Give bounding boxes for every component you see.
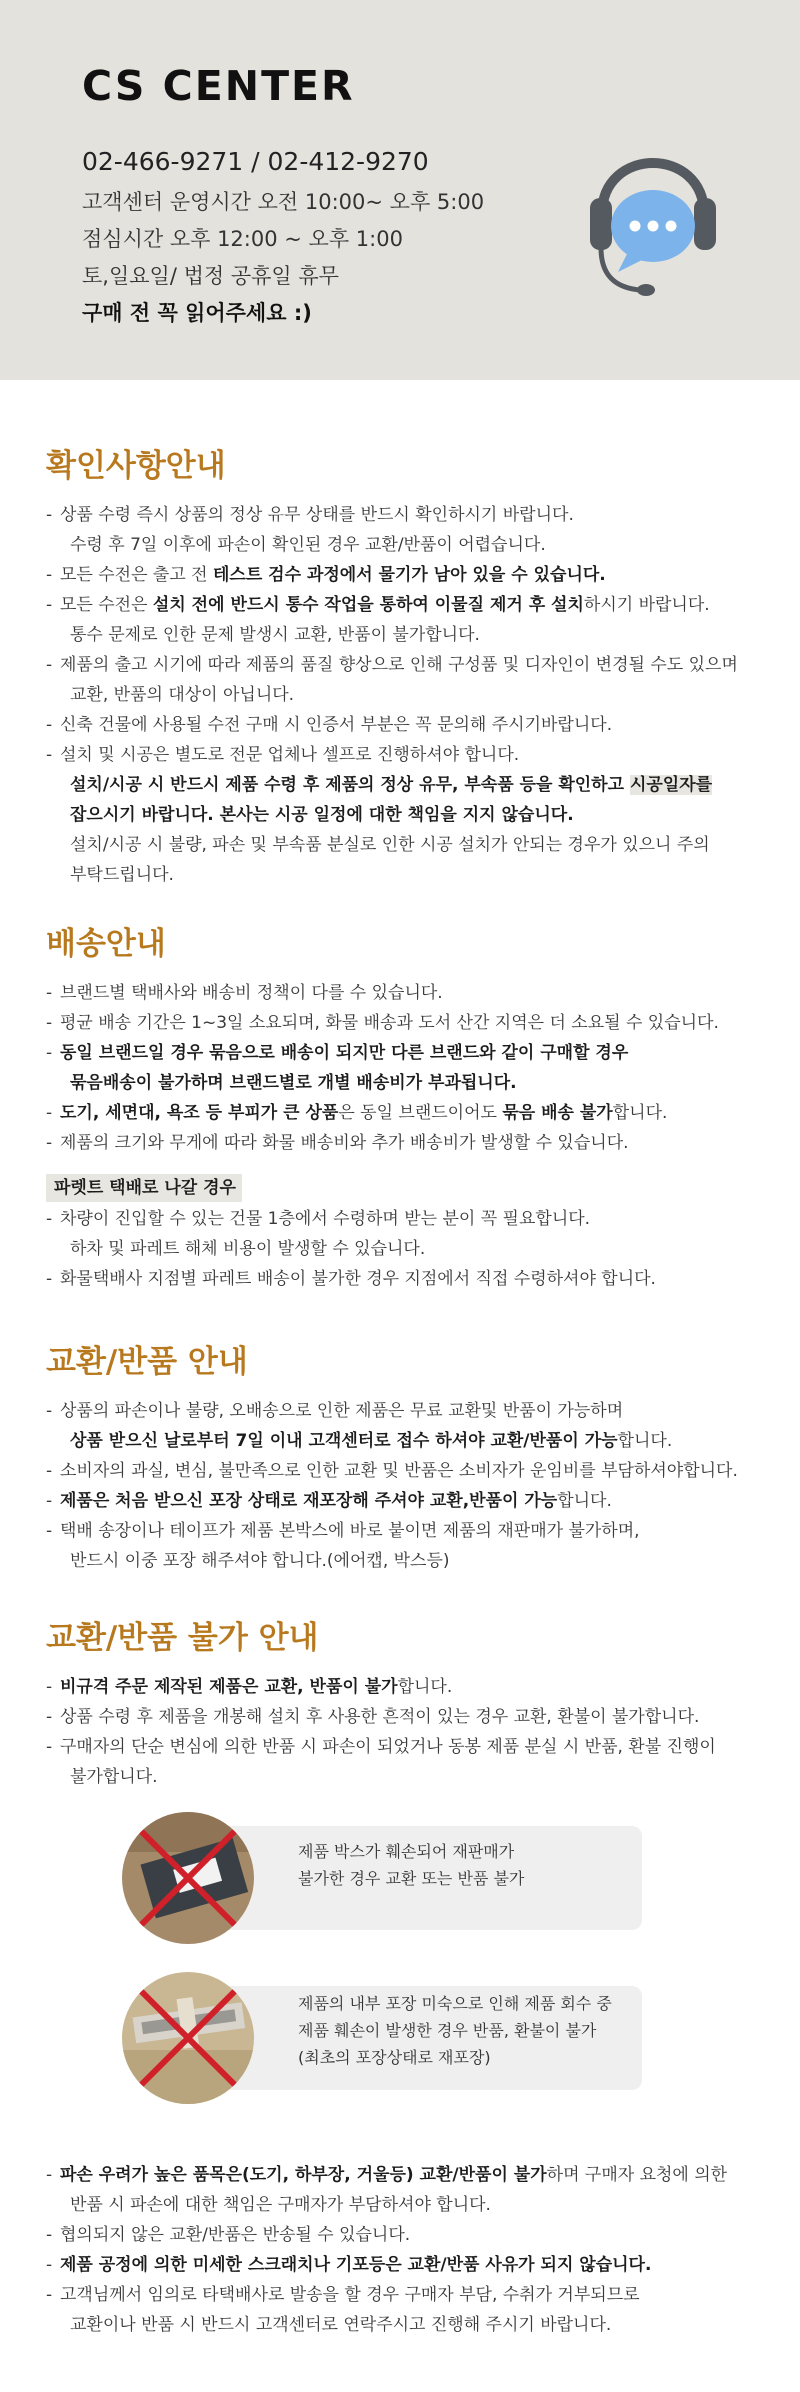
list-text: 협의되지 않은 교환/반품은 반송될 수 있습니다.: [60, 2225, 411, 2245]
list-item-continuation: [46, 530, 766, 560]
list-text: 합니다.: [557, 1491, 612, 1511]
list-item: [46, 560, 766, 590]
list-text: 설치 및 시공은 별도로 전문 업체나 셀프로 진행하셔야 합니다.: [60, 745, 520, 765]
emphasis-text: 동일 브랜드일 경우 묶음으로 배송이 되지만 다른 브랜드와 같이 구매할 경우: [60, 1043, 629, 1063]
list-item: [46, 1128, 766, 1158]
card-line: 제품의 내부 포장 미숙으로 인해 제품 회수 중: [298, 1994, 612, 2013]
list-item: [46, 1672, 766, 1702]
list-item: [46, 710, 766, 740]
list-text: 수령 후 7일 이후에 파손이 확인된 경우 교환/반품이 어렵습니다.: [70, 535, 546, 555]
no-exchange-section: [46, 1616, 766, 1792]
emphasis-text: 제품은 처음 받으신 포장 상태로 재포장해 주셔야 교환,반품이 가능: [60, 1491, 558, 1511]
list-item: [46, 650, 766, 680]
list-item: [46, 500, 766, 530]
list-item: [46, 978, 766, 1008]
list-text: 차량이 진입할 수 있는 건물 1층에서 수령하며 받는 분이 꼭 필요합니다.: [60, 1209, 591, 1229]
list-text: 평균 배송 기간은 1~3일 소요되며, 화물 배송과 도서 산간 지역은 더 소요될 수 있습니다.: [60, 1013, 719, 1033]
list-item: [46, 1008, 766, 1038]
list-item-continuation: [46, 800, 766, 830]
list-text: 교환, 반품의 대상이 아닙니다.: [70, 685, 295, 705]
list-item-continuation: [46, 1234, 766, 1264]
list-item-continuation: [46, 860, 766, 890]
lunch-hours: 점심시간 오후 12:00 ~ 오후 1:00: [82, 227, 403, 251]
exchange-section: [46, 1340, 766, 1576]
list-text: 제품의 크기와 무게에 따라 화물 배송비와 추가 배송비가 발생할 수 있습니다.: [60, 1133, 629, 1153]
card-line: 제품 박스가 훼손되어 재판매가: [298, 1842, 515, 1861]
list-text: 반품 시 파손에 대한 책임은 구매자가 부담하셔야 합니다.: [70, 2195, 491, 2215]
damaged-box-card: [122, 1812, 642, 1944]
exchange-title: 교환/반품 안내: [46, 1344, 248, 1380]
no-exchange-list: [46, 1672, 766, 1792]
check-section: [46, 444, 766, 890]
poor-packaging-text: [218, 1986, 642, 2090]
no-exchange-extra-list: [46, 2160, 766, 2340]
card-line: 불가한 경우 교환 또는 반품 불가: [298, 1869, 525, 1888]
list-text: 합니다.: [617, 1431, 673, 1451]
damaged-box-photo: [122, 1812, 254, 1944]
list-text: 모든 수전은 출고 전: [60, 565, 213, 585]
list-item: [46, 1396, 766, 1426]
operating-hours: 고객센터 운영시간 오전 10:00~ 오후 5:00: [82, 190, 485, 214]
list-text: 반드시 이중 포장 해주셔야 합니다.(에어캡, 박스등): [70, 1551, 450, 1571]
emphasis-text: 잡으시기 바랍니다. 본사는 시공 일정에 대한 책임을 지지 않습니다.: [70, 805, 574, 825]
emphasis-text: 묶음 배송 불가: [502, 1103, 613, 1123]
list-item-continuation: [46, 830, 766, 860]
pallet-heading: 파렛트 택배로 나갈 경우: [46, 1174, 242, 1202]
no-exchange-title: 교환/반품 불가 안내: [46, 1620, 319, 1656]
cs-center-title: CS CENTER: [82, 62, 355, 110]
list-item-continuation: [46, 680, 766, 710]
delivery-list: [46, 978, 766, 1158]
list-text: 하며 구매자 요청에 의한: [546, 2165, 728, 2185]
list-text: 설치/시공 시 불량, 파손 및 부속품 분실로 인한 시공 설치가 안되는 경우가 있으니 주의: [70, 835, 710, 855]
list-text: 교환이나 반품 시 반드시 고객센터로 연락주시고 진행해 주시기 바랍니다.: [70, 2315, 612, 2335]
no-exchange-extra-section: [46, 2160, 766, 2340]
list-item-continuation: [46, 1426, 766, 1456]
list-item: [46, 2160, 766, 2190]
emphasis-text: 설치/시공 시 반드시 제품 수령 후 제품의 정상 유무, 부속품 등을 확인하고: [70, 775, 630, 795]
poor-packaging-photo: [122, 1972, 254, 2104]
list-text: 통수 문제로 인한 문제 발생시 교환, 반품이 불가합니다.: [70, 625, 480, 645]
list-text: 은 동일 브랜드이어도: [338, 1103, 503, 1123]
card-line: 제품 훼손이 발생한 경우 반품, 환불이 불가: [298, 2021, 597, 2040]
delivery-title: 배송안내: [46, 926, 166, 962]
list-text: 고객님께서 임의로 타택배사로 발송을 할 경우 구매자 부담, 수취가 거부되므로: [60, 2285, 640, 2305]
read-before-purchase: 구매 전 꼭 읽어주세요 :): [82, 301, 312, 325]
list-item: [46, 1702, 766, 1732]
list-text: 모든 수전은: [60, 595, 153, 615]
cs-contact-block: [82, 144, 642, 332]
emphasis-text: 비규격 주문 제작된 제품은 교환, 반품이 불가: [60, 1677, 398, 1697]
list-item: [46, 2280, 766, 2310]
list-item-continuation: [46, 2310, 766, 2340]
list-item-continuation: [46, 770, 766, 800]
list-text: 화물택배사 지점별 파레트 배송이 불가한 경우 지점에서 직접 수령하셔야 합니다.: [60, 1269, 656, 1289]
emphasis-text: 제품 공정에 의한 미세한 스크래치나 기포등은 교환/반품 사유가 되지 않습니다.: [60, 2255, 652, 2275]
list-item-continuation: [46, 1546, 766, 1576]
list-text: 하차 및 파레트 해체 비용이 발생할 수 있습니다.: [70, 1239, 426, 1259]
list-item-continuation: [46, 1068, 766, 1098]
exchange-list: [46, 1396, 766, 1576]
list-text: 신축 건물에 사용될 수전 구매 시 인증서 부분은 꼭 문의해 주시기바랍니다.: [60, 715, 613, 735]
cs-center-header: [0, 0, 800, 380]
list-item-continuation: [46, 2190, 766, 2220]
list-text: 브랜드별 택배사와 배송비 정책이 다를 수 있습니다.: [60, 983, 443, 1003]
emphasis-text: 파손 우려가 높은 품목은(도기, 하부장, 거울등) 교환/반품이 불가: [60, 2165, 547, 2185]
emphasis-text: 테스트 검수 과정에서 물기가 남아 있을 수 있습니다.: [213, 565, 606, 585]
list-item-continuation: [46, 620, 766, 650]
list-text: 합니다.: [612, 1103, 668, 1123]
list-item: [46, 1038, 766, 1068]
list-item: [46, 1516, 766, 1546]
card-line: (최초의 포장상태로 재포장): [298, 2048, 491, 2067]
list-item-continuation: [46, 1762, 766, 1792]
list-item: [46, 1204, 766, 1234]
delivery-section: [46, 922, 766, 1294]
holiday-notice: 토,일요일/ 법정 공휴일 휴무: [82, 264, 339, 288]
list-item: [46, 1486, 766, 1516]
emphasis-text: 상품 받으신 날로부터 7일 이내 고객센터로 접수 하셔야 교환/반품이 가능: [70, 1431, 618, 1451]
list-text: 택배 송장이나 테이프가 제품 본박스에 바로 붙이면 제품의 재판매가 불가하며,: [60, 1521, 640, 1541]
emphasis-text: 도기, 세면대, 욕조 등 부피가 큰 상품: [60, 1103, 339, 1123]
damaged-box-text: [218, 1826, 642, 1930]
list-item: [46, 740, 766, 770]
emphasis-text: 시공일자를: [629, 775, 713, 795]
list-text: 상품 수령 즉시 상품의 정상 유무 상태를 반드시 확인하시기 바랍니다.: [60, 505, 574, 525]
emphasis-text: 설치 전에 반드시 통수 작업을 통하여 이물질 제거 후 설치: [152, 595, 584, 615]
list-item: [46, 1098, 766, 1128]
list-item: [46, 1732, 766, 1762]
list-text: 제품의 출고 시기에 따라 제품의 품질 향상으로 인해 구성품 및 디자인이 변경될 수도 있으며: [60, 655, 738, 675]
pallet-list: [46, 1204, 766, 1294]
list-item: [46, 1264, 766, 1294]
list-text: 불가합니다.: [70, 1767, 158, 1787]
check-list: [46, 500, 766, 890]
headset-chat-icon: [588, 116, 718, 306]
list-text: 소비자의 과실, 변심, 불만족으로 인한 교환 및 반품은 소비자가 운임비를 부담하셔야합니다.: [60, 1461, 738, 1481]
emphasis-text: 묶음배송이 불가하며 브랜드별로 개별 배송비가 부과됩니다.: [70, 1073, 517, 1093]
list-item: [46, 590, 766, 620]
phone-numbers: 02-466-9271 / 02-412-9270: [82, 147, 429, 176]
list-text: 구매자의 단순 변심에 의한 반품 시 파손이 되었거나 동봉 제품 분실 시 반품, 환불 진행이: [60, 1737, 716, 1757]
list-text: 합니다.: [397, 1677, 453, 1697]
list-item: [46, 1456, 766, 1486]
list-text: 상품 수령 후 제품을 개봉해 설치 후 사용한 흔적이 있는 경우 교환, 환불이 불가합니다.: [60, 1707, 700, 1727]
list-text: 부탁드립니다.: [70, 865, 174, 885]
list-text: 하시기 바랍니다.: [583, 595, 710, 615]
list-item: [46, 2220, 766, 2250]
check-title: 확인사항안내: [46, 448, 226, 484]
poor-packaging-card: [122, 1972, 642, 2104]
list-item: [46, 2250, 766, 2280]
list-text: 상품의 파손이나 불량, 오배송으로 인한 제품은 무료 교환및 반품이 가능하며: [60, 1401, 624, 1421]
